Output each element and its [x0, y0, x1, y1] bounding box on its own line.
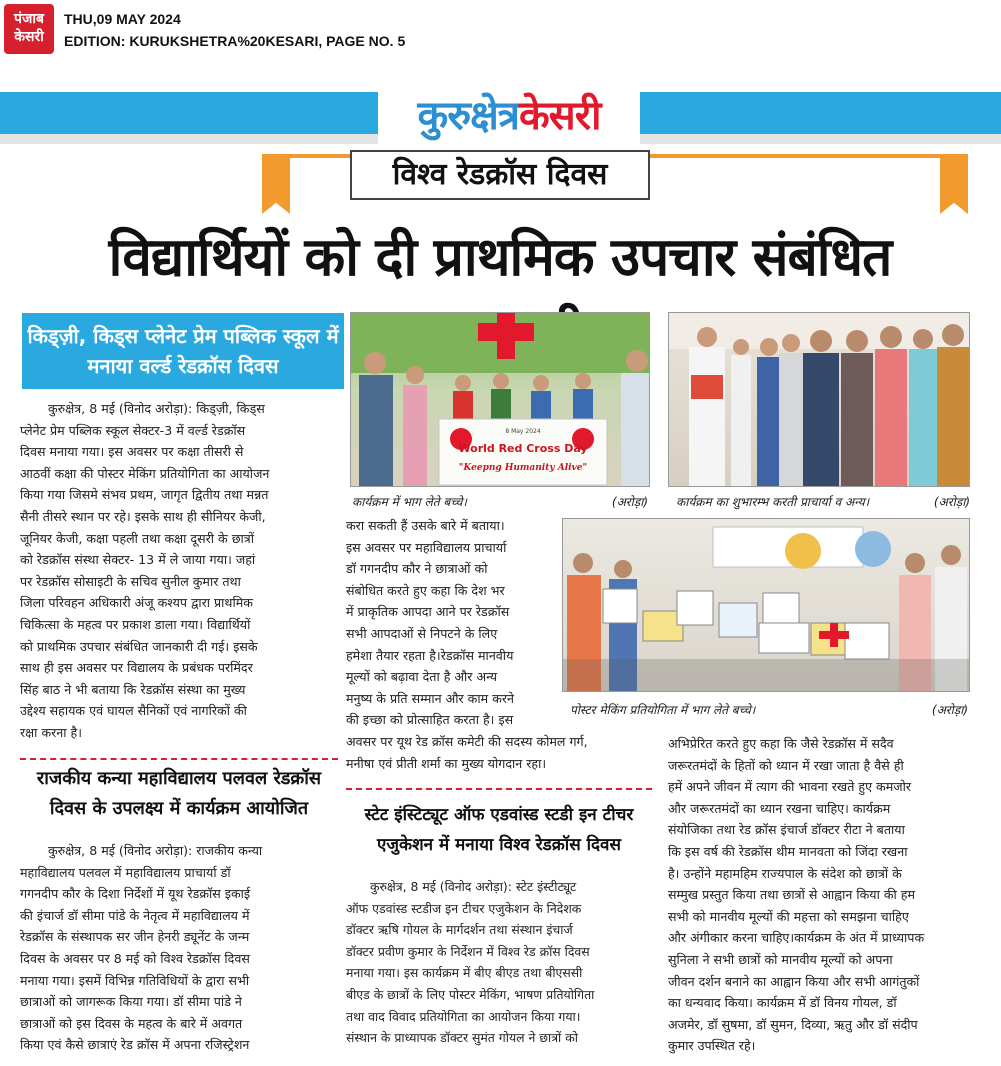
- student-poster: [603, 589, 637, 623]
- story1-line: दिवस मनाया गया। इस अवसर पर कक्षा तीसरी से: [20, 444, 244, 460]
- banner-slogan: "Keepng Humanity Alive": [458, 463, 588, 473]
- story2-line: कुरुक्षेत्र, 8 मई (विनोद अरोड़ा): राजकीय कन्या: [48, 843, 263, 858]
- story1-line: कुरुक्षेत्र, 8 मई (विनोद अरोड़ा): किड्ज़ी, किड्स: [48, 401, 265, 416]
- story3-continued: [668, 733, 972, 1057]
- story2-line: दिवस के अवसर पर 8 मई को विश्व रेडक्रॉस दिवस: [20, 950, 250, 966]
- person-body: [779, 353, 805, 487]
- masthead-title: कुरुक्षेत्रकेसरी: [378, 84, 640, 148]
- edition-info: [64, 8, 405, 52]
- ribbon-right: [940, 158, 968, 214]
- floor: [563, 659, 970, 692]
- story3-line: सम्मुख प्रस्तुत किया तथा छात्रों से आह्वान किया की हम: [668, 887, 915, 903]
- story2-title: राजकीय कन्या महाविद्यालय पलवल रेडक्रॉस दिवस के उपलक्ष्य में कार्यक्रम आयोजित: [36, 768, 322, 819]
- child-head: [493, 373, 509, 389]
- story2-line: मनुष्य के प्रति सम्मान और काम करने: [346, 690, 514, 706]
- story2-body: [20, 840, 336, 1056]
- story3-line: अभिप्रेरित करते हुए कहा कि जैसे रेडक्रॉस में सदैव: [668, 736, 894, 751]
- story2-line: छात्राओं को जागरूक किया गया। डॉ सीमा पांडे ने: [20, 994, 242, 1010]
- story1-body: [20, 398, 336, 744]
- person-head: [573, 553, 593, 573]
- person-head: [846, 330, 868, 352]
- story3-line: कुरुक्षेत्र, 8 मई (विनोद अरोड़ा): स्टेट इंस्टीट्यूट: [370, 879, 577, 894]
- story2-line: डॉ गगनदीप कौर ने छात्राओं को: [346, 561, 488, 577]
- photo1-credit: (अरोड़ा): [611, 495, 648, 509]
- person-body: [621, 373, 650, 487]
- story2-line: मनाया गया। इसमें विभिन्न गतिविधियों के द्वारा सभी: [20, 972, 250, 988]
- person-body: [803, 353, 839, 487]
- story1-line: जिला परिवहन अधिकारी अंजू कश्यप द्वारा प्राथमिक: [20, 595, 253, 611]
- divider: [346, 788, 652, 790]
- person-head: [941, 545, 961, 565]
- person-head: [782, 334, 800, 352]
- student-poster: [763, 593, 799, 625]
- story3-line: संयोजिका तथा रेड क्रॉस इंचार्ज डॉक्टर रीटा ने बताया: [668, 822, 905, 838]
- story1-line: को रेडक्रॉस संस्था सेक्टर- 13 में ले जाया गया। जहां: [20, 552, 256, 568]
- banner-title: World Red Cross Day: [458, 442, 588, 455]
- photo3-scene: [563, 519, 970, 692]
- story2-line: रेडक्रॉस के संस्थापक सर जीन हेनरी ड्यूनेंट के जन्म: [20, 929, 250, 945]
- photo1-scene: [351, 313, 650, 487]
- story3-line: बीएड के छात्रों के लिए पोस्टर मेकिंग, भाषण प्रतियोगिता: [346, 986, 595, 1002]
- story3-line: कि इस वर्ष की रेडक्रॉस थीम मानवता को जिंदा रखना: [668, 843, 908, 859]
- edition-label: EDITION: KURUKSHETRA%20KESARI, PAGE NO. 5: [64, 33, 406, 49]
- child-body: [531, 391, 551, 423]
- story3-line: डॉक्टर प्रवीण कुमार के निर्देशन में विश्व रेड क्रॉस दिवस: [346, 943, 590, 959]
- child-body: [403, 385, 427, 487]
- story3-line: हमें अपने जीवन में त्याग की भावना रखते हुए कमजोर: [668, 779, 911, 795]
- photo-principal-inauguration: [668, 312, 970, 487]
- person-body: [359, 375, 393, 487]
- story1-line: उद्देश्य सहायक एवं घायल सैनिकों एवं नागरिकों की: [20, 703, 247, 719]
- story2-line: करा सकती हैं उसके बारे में बताया।: [346, 518, 505, 533]
- person-head: [626, 350, 648, 372]
- person-head: [905, 553, 925, 573]
- story3-line: डॉक्टर ऋषि गोयल के मार्गदर्शन तथा संस्थान इंचार्ज: [346, 922, 573, 938]
- story1-line: को प्राथमिक उपचार संबंधित जानकारी दी गई। इसके: [20, 638, 258, 654]
- photo2-credit: (अरोड़ा): [933, 495, 970, 509]
- photo2-scene: [669, 313, 970, 487]
- divider: [20, 758, 338, 760]
- story3-line: और अंगीकार करना चाहिए।कार्यक्रम के अंत में प्राध्यापक: [668, 930, 925, 946]
- story2-line: की इच्छा को प्रोत्साहित करता है। इस: [346, 712, 514, 728]
- story1-line: पर रेडक्रॉस सोसाइटी के सचिव सुनील कुमार तथा: [20, 573, 241, 589]
- child-head: [575, 373, 591, 389]
- story3-line: संस्थान के प्राध्यापक डॉक्टर सुमंत गोयल ने छात्रों को: [346, 1030, 578, 1046]
- story3-line: सभी को मानवीय मूल्यों की महत्ता को समझना चाहिए: [668, 908, 909, 924]
- story2-line: महाविद्यालय पलवल में महाविद्यालय प्राचार्या डॉ: [20, 864, 231, 880]
- story3-line: और जरूरतमंदों का ध्यान रखना चाहिए। कार्यक्रम: [668, 800, 891, 816]
- story2-line: हमेशा तैयार रहता है।रेडक्रॉस मानवीय: [346, 647, 514, 663]
- story2-line: इस अवसर पर महाविद्यालय प्राचार्या: [346, 539, 507, 555]
- newspaper-logo: पंजाब केसरी: [4, 4, 54, 54]
- child-head: [455, 375, 471, 391]
- poster-top: [785, 533, 821, 569]
- student-poster: [677, 591, 713, 625]
- ribbon-left: [262, 158, 290, 214]
- child-head: [406, 366, 424, 384]
- story2-continued: [346, 515, 552, 731]
- story1-line: रक्षा करना है।: [20, 724, 82, 740]
- child-head: [533, 375, 549, 391]
- person-head: [760, 338, 778, 356]
- person-body: [909, 349, 939, 487]
- placard: [691, 375, 723, 399]
- person-head: [913, 329, 933, 349]
- story1-line: सिंह बाठ ने भी बताया कि रेडक्रॉस संस्था का मुख्य: [20, 681, 246, 697]
- story1-line: जूनियर केजी, कक्षा पहली तथा कक्षा दूसरी के छात्रों: [20, 530, 255, 546]
- story1-line: आठवीं कक्षा की पोस्टर मेकिंग प्रतियोगिता का आयोजन: [20, 465, 270, 481]
- story3-line: जरूरतमंदों के हितों को ध्यान में रखा जाता है वैसे ही: [668, 757, 904, 773]
- story3-line: सुनिला ने सभी छात्रों को मानवीय मूल्यों को अपना: [668, 951, 893, 967]
- person-head: [697, 327, 717, 347]
- story3-body: [346, 876, 652, 1049]
- story3-line: मनाया गया। इस कार्यक्रम में बीए बीएड तथा बीएससी: [346, 965, 583, 981]
- story3-line: है। उन्होंने महामहिम राज्यपाल के संदेश को छात्रों के: [668, 865, 902, 881]
- person-body: [689, 347, 725, 487]
- story2-line: मनीषा एवं प्रीती शर्मा का मुख्य योगदान रहा।: [346, 755, 547, 771]
- red-cross-icon-vertical: [497, 313, 515, 359]
- story1-line: सैनी तीसरे स्थान पर रहे। इसके साथ ही सीनियर केजी,: [20, 508, 266, 524]
- child-body: [453, 391, 473, 423]
- photo-red-cross-day-kids: [350, 312, 650, 487]
- story2-line: की इंचार्ज डॉ सीमा पांडे के नेतृत्व में महाविद्यालय में: [20, 907, 250, 923]
- publish-date: THU,09 MAY 2024: [64, 11, 181, 27]
- story1-line: प्लेनेट प्रेम पब्लिक स्कूल सेक्टर-3 में वर्ल्ड रेडक्रॉस: [20, 422, 246, 438]
- child-body: [491, 389, 511, 423]
- person-body: [937, 347, 970, 487]
- person-head: [942, 324, 964, 346]
- person-head: [364, 352, 386, 374]
- kicker-label: विश्व रेडक्रॉस दिवस: [350, 150, 650, 200]
- photo2-caption: कार्यक्रम का शुभारम्भ करती प्राचार्या व अन्य। (अरोड़ा): [676, 495, 970, 509]
- child-body: [573, 389, 593, 423]
- person-head: [733, 339, 749, 355]
- story3-line: का धन्यवाद किया। कार्यक्रम में डॉ विनय गोयल, डॉ: [668, 995, 897, 1011]
- person-body: [841, 353, 873, 487]
- student-poster: [759, 623, 809, 653]
- story3-line: जीवन दर्शन बनाने का आह्वान किया और सभी आगंतुकों: [668, 973, 920, 989]
- person-head: [810, 330, 832, 352]
- person-body: [757, 357, 781, 487]
- story2-line: किया एवं कैसे छात्राएं रेड क्रॉस में अपना रजिस्ट्रेशन: [20, 1037, 250, 1053]
- story1-line: किया गया जिसमे संभव प्रथम, जागृत द्वितीय तथा मन्नत: [20, 487, 269, 503]
- poster-top: [855, 531, 891, 567]
- story2-line: छात्राओं को इस दिवस के महत्व के बारे में अवगत: [20, 1015, 243, 1031]
- banner-date: 8 May 2024: [505, 428, 541, 435]
- story2-line: मूल्यों को बढ़ावा देता है और अन्य: [346, 669, 498, 685]
- person-head: [880, 326, 902, 348]
- story3-line: अजमेर, डॉ सुषमा, डॉ सुमन, दिव्या, ऋतु और डॉ संदीप: [668, 1016, 918, 1032]
- student-poster: [719, 603, 757, 637]
- story1-title: किड्ज़ी, किड्स प्लेनेट प्रेम पब्लिक स्कूल में मनाया वर्ल्ड रेडक्रॉस दिवस: [22, 313, 344, 389]
- story3-line: कुमार उपस्थित रहे।: [668, 1038, 756, 1054]
- photo-poster-making: [562, 518, 970, 692]
- student-poster: [845, 623, 889, 659]
- story1-line: चिकित्सा के महत्व पर प्रकाश डाला गया। विद्यार्थियों: [20, 616, 251, 632]
- story3-line: तथा वाद विवाद प्रतियोगिता का आयोजन किया गया।: [346, 1008, 581, 1024]
- person-head: [614, 560, 632, 578]
- story2-line: अवसर पर यूथ रेड क्रॉस कमेटी की सदस्य कोमल गर्ग,: [346, 734, 588, 749]
- story3-title: स्टेट इंस्टिट्यूट ऑफ एडवांस्ड स्टडी इन टीचर एजुकेशन में मनाया विश्व रेडक्रॉस दिवस: [364, 805, 634, 855]
- photo3-credit: (अरोड़ा): [931, 703, 968, 717]
- main-headline: विद्यार्थियों को दी प्राथमिक उपचार संबंधित: [108, 227, 892, 288]
- story2-line: संबोधित करते हुए कहा कि देश भर: [346, 582, 505, 598]
- photo3-caption: पोस्टर मेकिंग प्रतियोगिता में भाग लेते बच्चे। (अरोड़ा): [570, 703, 968, 717]
- story2-line: में प्राकृतिक आपदा आने पर रेडक्रॉस: [346, 604, 510, 620]
- photo1-caption: कार्यक्रम में भाग लेते बच्चे। (अरोड़ा): [352, 495, 648, 509]
- person-body: [731, 355, 751, 487]
- story3-line: ऑफ एडवांस्ड स्टडीज इन टीचर एजुकेशन के निदेशक: [346, 900, 582, 916]
- story1-line: साथ ही इस अवसर पर विद्यालय के प्रबंधक परमिंदर: [20, 660, 253, 676]
- story2-continued-wide: [346, 731, 646, 774]
- person-body: [875, 349, 907, 487]
- poster-red-cross-icon-vertical: [830, 623, 838, 647]
- story2-line: गगनदीप कौर के दिशा निर्देशों में यूथ रेडक्रॉस इकाई: [20, 886, 251, 902]
- story2-line: सभी आपदाओं से निपटने के लिए: [346, 625, 498, 641]
